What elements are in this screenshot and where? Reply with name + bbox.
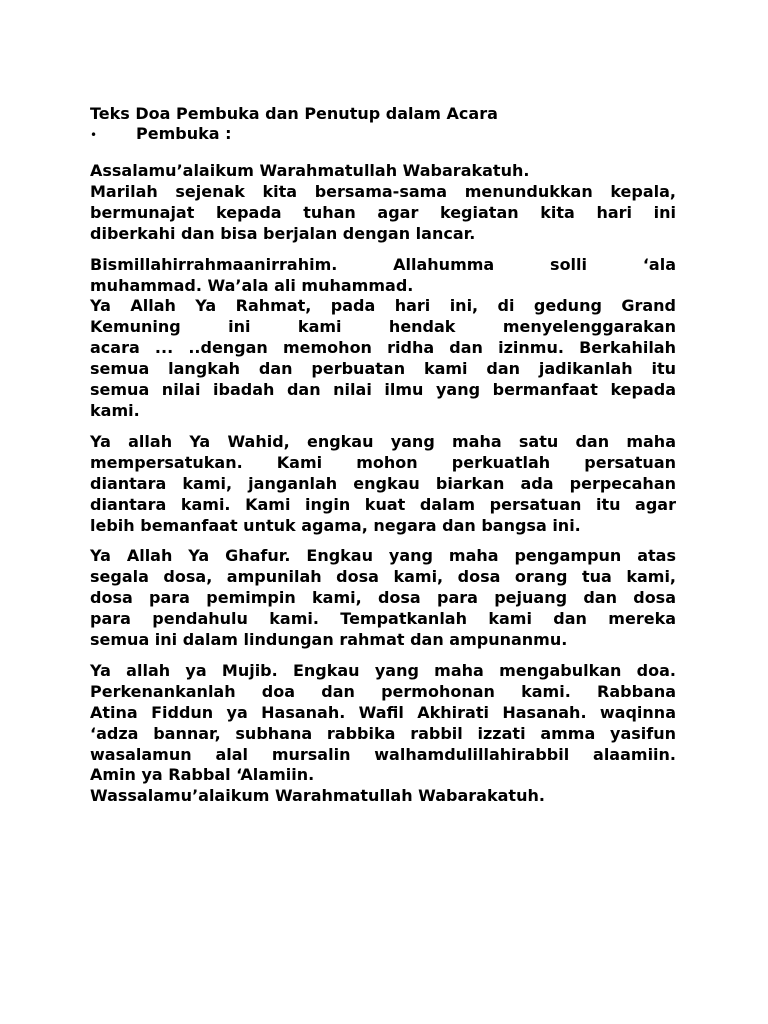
text-line: Kemuning ini kami hendak menyelenggarakan: [90, 317, 676, 337]
text-line: dosa para pemimpin kami, dosa para pejuang dan dosa: [90, 588, 676, 608]
text-line: diberkahi dan bisa berjalan dengan lancar.: [90, 223, 476, 243]
text-line: wasalamun alal mursalin walhamdulillahirabbil alaamiin.: [90, 744, 676, 764]
text-line: mempersatukan. Kami mohon perkuatlah persatuan: [90, 452, 676, 472]
body-text: [90, 161, 676, 807]
text-line: Perkenankanlah doa dan permohonan kami. Rabbana: [90, 681, 676, 701]
text-line: lebih bemanfaat untuk agama, negara dan bangsa ini.: [90, 515, 581, 535]
text-line: Ya Allah Ya Rahmat, pada hari ini, di gedung Grand: [90, 296, 676, 316]
text-line: Atina Fiddun ya Hasanah. Wafil Akhirati Hasanah. waqinna: [90, 702, 676, 722]
paragraph-5: [90, 661, 676, 807]
text-line: acara ... ..dengan memohon ridha dan izinmu. Berkahilah: [90, 338, 676, 358]
text-line: Assalamu’alaikum Warahmatullah Wabarakatuh.: [90, 161, 530, 180]
text-line: kami.: [90, 400, 140, 420]
bullet-label: Pembuka :: [136, 124, 232, 143]
text-line: Ya allah ya Mujib. Engkau yang maha mengabulkan doa.: [90, 660, 676, 680]
text-line: diantara kami. Kami ingin kuat dalam persatuan itu agar: [90, 494, 676, 514]
text-line: Ya Allah Ya Ghafur. Engkau yang maha pengampun atas: [90, 546, 676, 566]
document-title: Teks Doa Pembuka dan Penutup dalam Acara: [90, 104, 498, 123]
text-line: Marilah sejenak kita bersama-sama menundukkan kepala,: [90, 181, 676, 201]
bullet-item-pembuka: [90, 124, 676, 145]
text-line: Bismillahirrahmaanirrahim. Allahumma solli ‘ala: [90, 254, 676, 274]
text-line: segala dosa, ampunilah dosa kami, dosa orang tua kami,: [90, 567, 676, 587]
text-line: muhammad. Wa’ala ali muhammad.: [90, 275, 414, 295]
text-line: semua nilai ibadah dan nilai ilmu yang bermanfaat kepada: [90, 380, 676, 400]
document-page: [90, 104, 676, 817]
text-line: semua ini dalam lindungan rahmat dan ampunanmu.: [90, 630, 568, 650]
text-line: diantara kami, janganlah engkau biarkan ada perpecahan: [90, 473, 676, 493]
paragraph-2: [90, 255, 676, 422]
paragraph-3: [90, 432, 676, 537]
paragraph-4: [90, 546, 676, 651]
text-line: Ya allah Ya Wahid, engkau yang maha satu dan maha: [90, 431, 676, 451]
text-line: para pendahulu kami. Tempatkanlah kami dan mereka: [90, 609, 676, 629]
bullet-icon: •: [90, 128, 98, 142]
text-line: Wassalamu’alaikum Warahmatullah Wabarakatuh.: [90, 786, 545, 806]
paragraph-1: [90, 161, 676, 245]
text-line: Amin ya Rabbal ‘Alamiin.: [90, 765, 315, 785]
text-line: ‘adza bannar, subhana rabbika rabbil izzati amma yasifun: [90, 723, 676, 743]
text-line: semua langkah dan perbuatan kami dan jadikanlah itu: [90, 359, 676, 379]
text-line: bermunajat kepada tuhan agar kegiatan kita hari ini: [90, 202, 676, 222]
